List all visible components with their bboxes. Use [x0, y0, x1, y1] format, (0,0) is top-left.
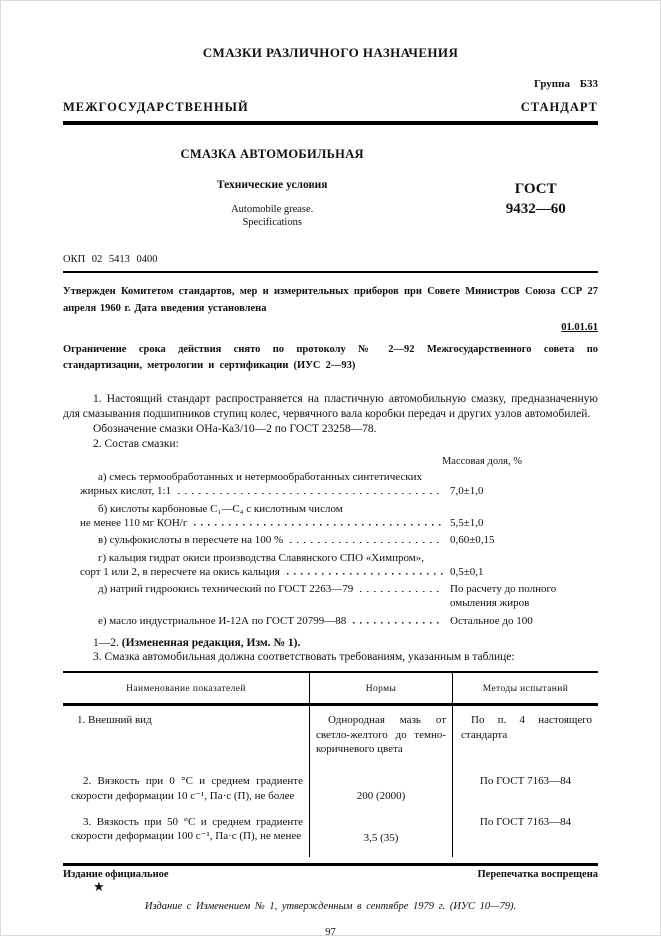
title-block — [63, 147, 598, 229]
composition-item-text: д) натрий гидроокись технический по ГОСТ 2263—79 — [98, 583, 354, 596]
table-header-cell: Нормы — [310, 673, 453, 706]
composition-value: По расчету до полного омыления жиров — [450, 583, 557, 610]
effective-date — [63, 322, 598, 333]
dot-leader — [194, 516, 444, 526]
composition-item-row — [80, 516, 598, 530]
doc-title-en-line2: Specifications — [242, 217, 302, 229]
table-header-cell: Методы испытаний — [453, 673, 598, 706]
amendment-bold-text: (Измененная редакция, Изм. № 1). — [121, 637, 301, 650]
page-number: 97 — [325, 926, 336, 936]
mass-fraction-header: Массовая доля, % — [441, 456, 522, 468]
composition-item-row — [80, 484, 598, 498]
composition-item-row — [80, 614, 598, 628]
okp-code: ОКП 02 5413 0400 — [63, 254, 158, 266]
composition-value: 0,60±0,15 — [450, 534, 495, 547]
dot-leader — [287, 565, 444, 575]
table-cell-method: По ГОСТ 7163—84 — [479, 775, 572, 788]
dot-leader — [290, 533, 444, 543]
footer-rule — [63, 863, 598, 866]
star-icon: ★ — [93, 878, 105, 894]
table-cell-name: 3. Вязкость при 50 °С и среднем градиенте скорости деформации 100 с⁻¹, Па·с (П), не менее — [63, 804, 310, 857]
composition-item-text: жирных кислот, 1:1 — [80, 485, 172, 498]
table-cell-method: По п. 4 настоящего стандарта — [461, 714, 592, 741]
doc-title-en-line1: Automobile grease. — [231, 204, 314, 215]
composition-item-text: а) смесь термообработанных и нетермообработанных синтетических — [98, 471, 422, 484]
composition-item-row — [80, 582, 598, 611]
table-cell-method: По ГОСТ 7163—84 — [479, 815, 572, 828]
composition-item-text: е) масло индустриальное И-12А по ГОСТ 20799—88 — [98, 614, 347, 627]
composition-item-text: г) кальция гидрат окиси производства Славянского СПО «Химпром», — [98, 551, 424, 564]
restriction-paragraph: Ограничение срока действия снято по протоколу № 2—92 Межгосударственного совета по стандартизации, метрологии и сертификации (ИУС 2—93) — [63, 343, 598, 372]
gost-label: ГОСТ — [514, 181, 557, 197]
table-cell-name: 2. Вязкость при 0 °С и среднем градиенте скорости деформации 10 с⁻¹, Па·с (П), не более — [63, 756, 310, 803]
composition-list — [80, 470, 598, 628]
composition-item-text: в) сульфокислоты в пересчете на 100 % — [98, 534, 284, 547]
reprint-prohibited-label: Перепечатка воспрещена — [477, 868, 598, 880]
amendment-note — [63, 637, 598, 649]
series-title: СМАЗКИ РАЗЛИЧНОГО НАЗНАЧЕНИЯ — [202, 45, 459, 60]
composition-item-d — [80, 582, 598, 611]
table-cell-norm: 200 (2000) — [310, 756, 453, 803]
dot-leader — [353, 614, 444, 624]
composition-item-text: б) кислоты карбоновые C₁—C₄ с кислотным числом — [98, 502, 343, 515]
clause-1: 1. Настоящий стандарт распространяется на пластичную автомобильную смазку, предназначенную для смазывания подшипников ступиц колес, червячного вала коробки передач и других узлов автомобилей. — [63, 393, 598, 421]
composition-item-text: не менее 110 мг КОН/г — [80, 516, 188, 529]
doc-subtitle: Технические условия — [216, 179, 328, 191]
composition-item-e — [80, 614, 598, 628]
composition-item-a — [80, 470, 598, 499]
group-label: Группа Б33 — [534, 78, 598, 90]
composition-value: 7,0±1,0 — [450, 485, 484, 498]
composition-item-row — [80, 533, 598, 547]
footer-row — [63, 869, 598, 880]
gost-number: 9432—60 — [505, 200, 566, 217]
doc-title-en — [63, 203, 481, 229]
edition-note: Издание с Изменением № 1, утвержденным в сентябре 1979 г. (ИУС 10—79). — [144, 900, 517, 912]
composition-item-row — [80, 565, 598, 579]
composition-value: 0,5±0,1 — [450, 565, 484, 578]
composition-value: Остальное до 100 — [450, 614, 533, 627]
approval-paragraph: Утвержден Комитетом стандартов, мер и измерительных приборов при Совете Министров Союза ССР 27 апреля 1960 г. Дата введения установлена — [63, 286, 598, 314]
doc-title: СМАЗКА АВТОМОБИЛЬНАЯ — [180, 147, 364, 161]
horizontal-rule-medium — [63, 271, 598, 273]
gost-designation — [481, 180, 598, 229]
designation-line: Обозначение смазки ОНа-Ка3/10—2 по ГОСТ 23258—78. — [93, 423, 377, 436]
dot-leader — [178, 484, 444, 494]
body-text — [63, 392, 598, 452]
clause-3: 3. Смазка автомобильная должна соответствовать требованиям, указанным в таблице: — [93, 651, 515, 664]
table-cell-name: 1. Внешний вид — [63, 706, 310, 756]
horizontal-rule-thick — [63, 121, 598, 125]
table-cell-norm: Однородная мазь от светло-желтого до темно-коричневого цвета — [310, 706, 453, 756]
table-header-cell: Наименование показателей — [63, 673, 310, 706]
standard-kind-banner: МЕЖГОСУДАРСТВЕННЫЙ СТАНДАРТ — [63, 100, 598, 114]
composition-item-v — [80, 533, 598, 547]
composition-item-g — [80, 551, 598, 580]
clause-2: 2. Состав смазки: — [93, 438, 179, 451]
effective-date-value: 01.01.61 — [561, 321, 598, 333]
composition-item-text: сорт 1 или 2, в пересчете на окись кальция — [80, 565, 280, 578]
composition-value: 5,5±1,0 — [450, 516, 484, 529]
requirements-table — [63, 671, 598, 857]
table-cell-norm: 3,5 (35) — [310, 804, 453, 857]
amendment-prefix: 1—2. — [93, 637, 122, 650]
dot-leader — [360, 582, 444, 592]
title-left-column — [63, 147, 481, 229]
composition-item-b — [80, 502, 598, 531]
official-edition-label: Издание официальное — [63, 868, 169, 880]
